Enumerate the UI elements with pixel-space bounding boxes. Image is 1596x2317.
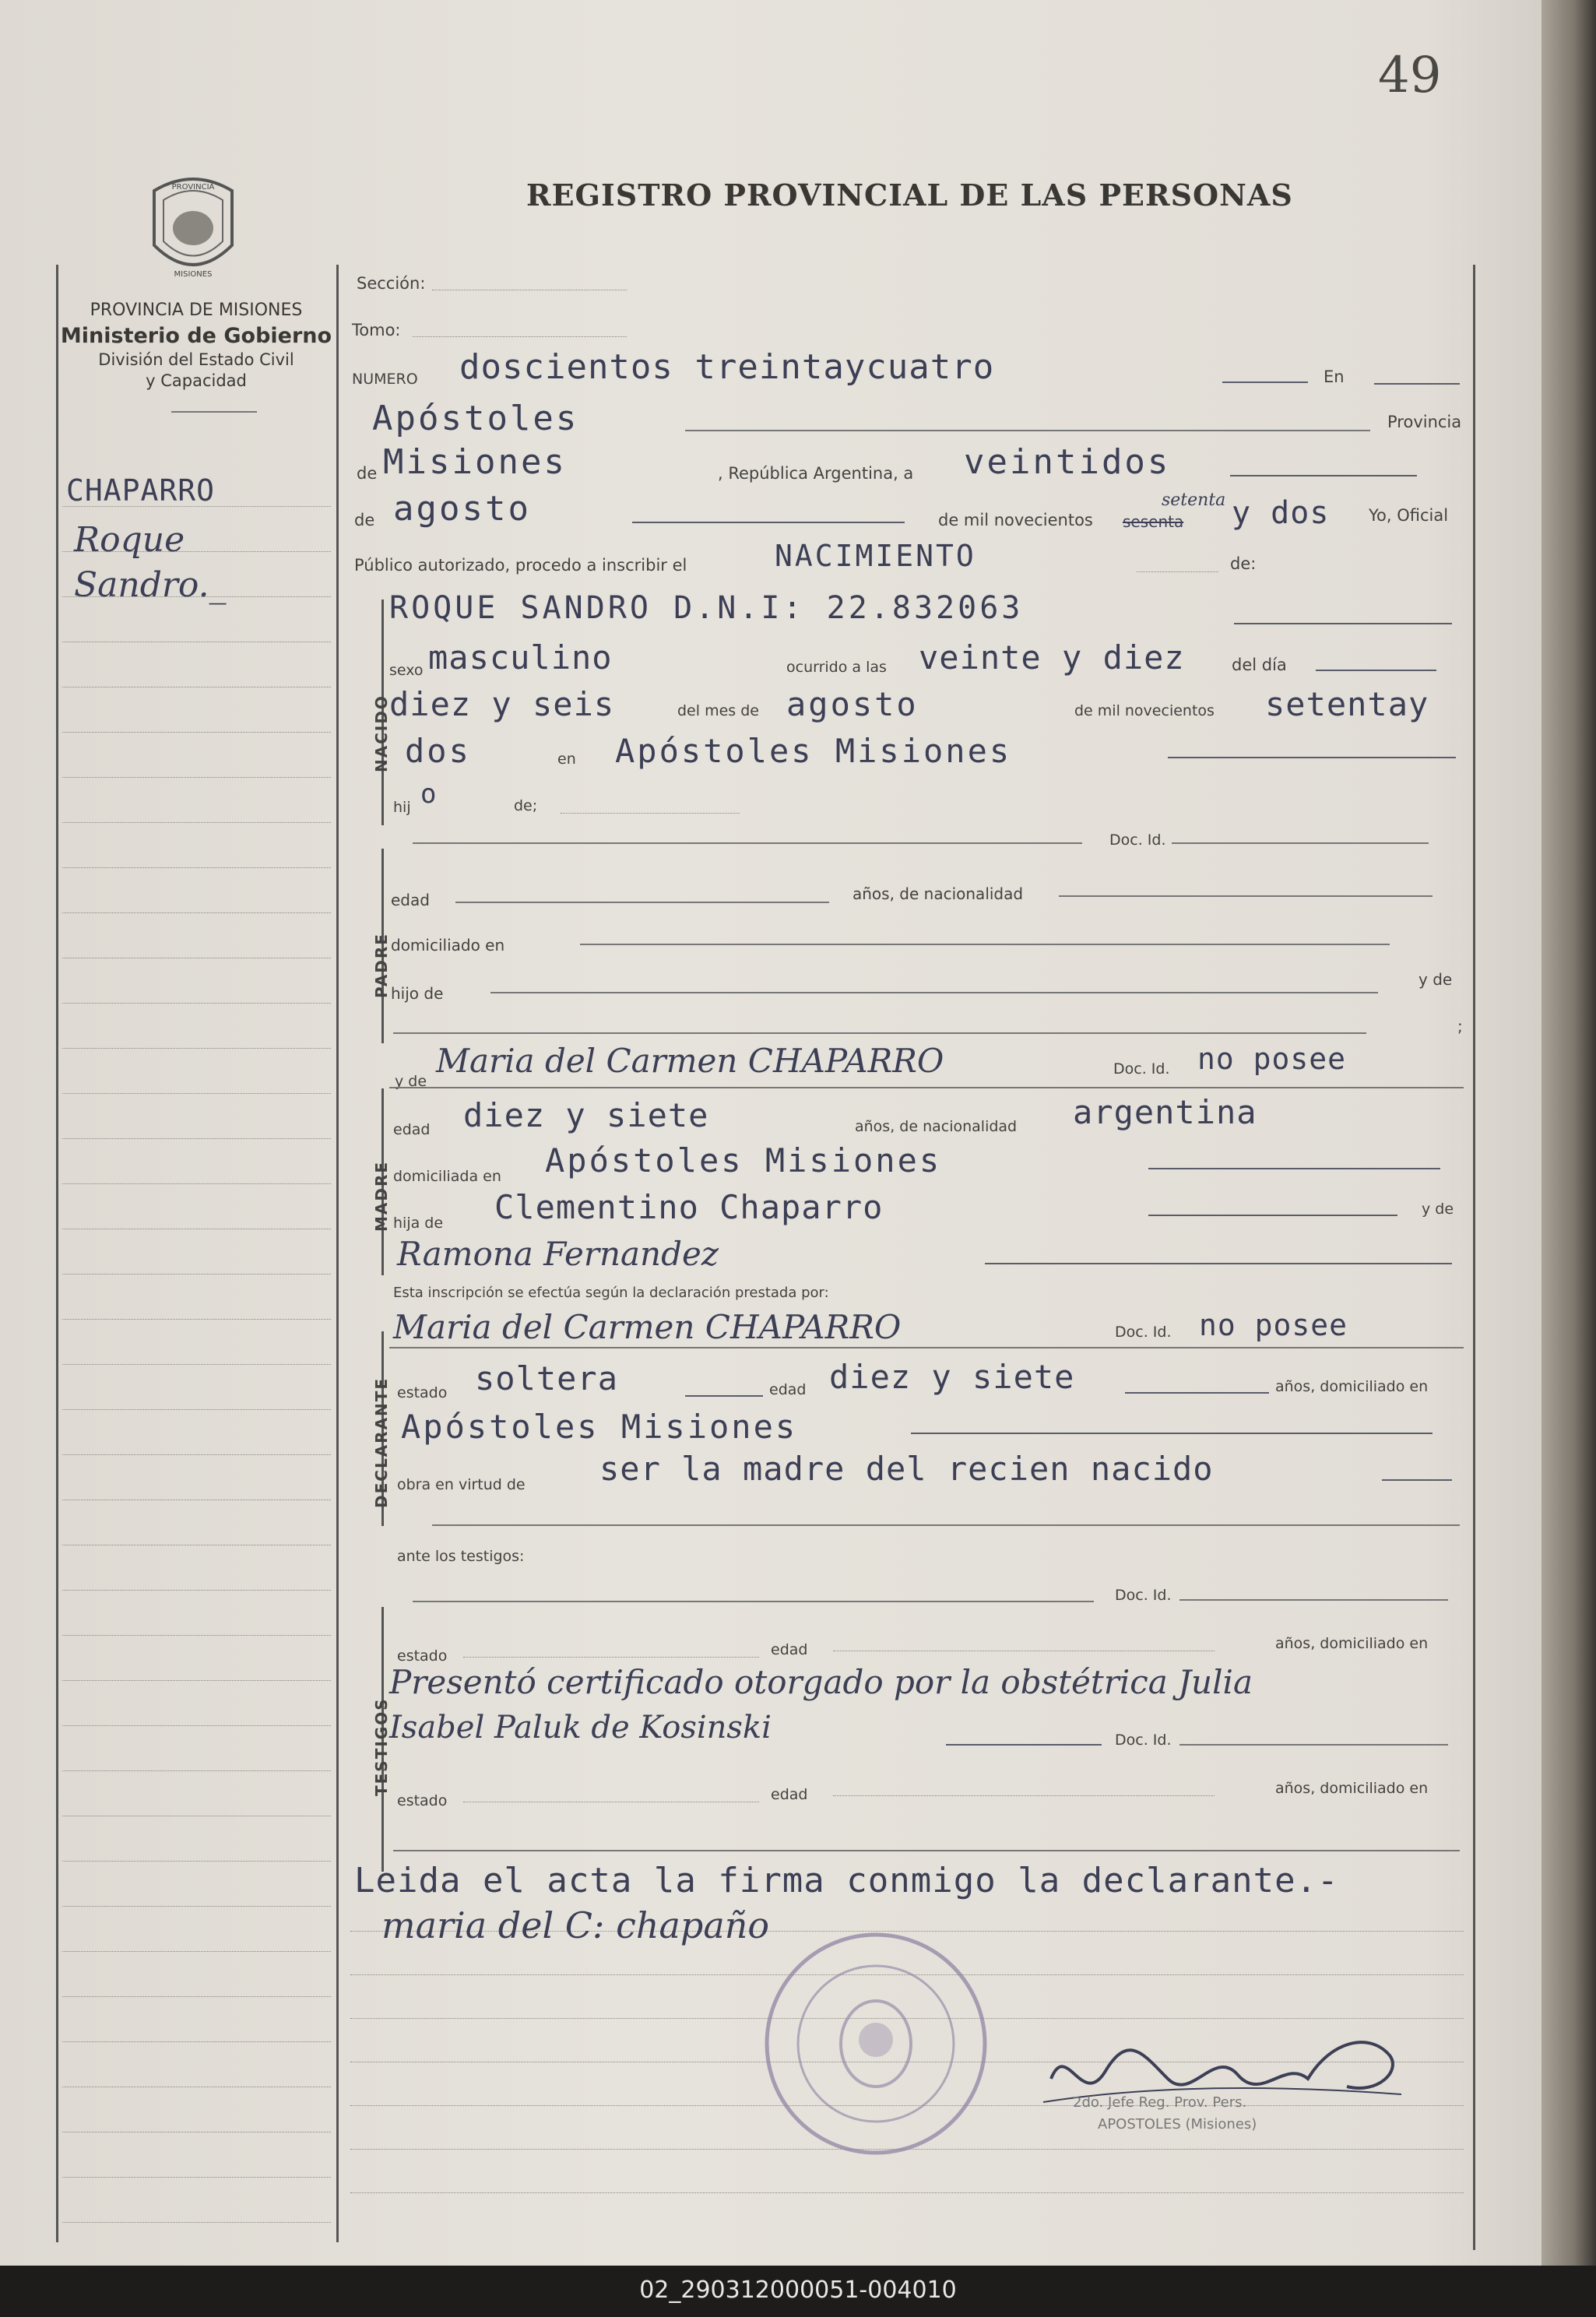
- footer-bar: [0, 2266, 1596, 2317]
- division-label: División del Estado Civil: [98, 350, 294, 369]
- margin-rule: [62, 1183, 331, 1184]
- margin-rule: [62, 1770, 331, 1771]
- margin-rule: [62, 1725, 331, 1726]
- anio-nac1-value: setentay: [1265, 685, 1429, 723]
- madre-madre-value: Ramona Fernandez: [397, 1235, 719, 1273]
- inscripcion-label: Esta inscripción se efectúa según la declaración prestada por:: [393, 1285, 829, 1301]
- margin-rule: [62, 1409, 331, 1410]
- madre-edad-label: edad: [393, 1121, 431, 1138]
- de4-label: de;: [514, 797, 538, 814]
- provincia-value: Misiones: [383, 442, 567, 482]
- sig-caption-1: 2do. Jefe Reg. Prov. Pers.: [1073, 2094, 1247, 2111]
- hijo-o-value: o: [420, 779, 439, 810]
- test-dom2-label: años, domiciliado en: [1275, 1780, 1429, 1797]
- margin-rule: [62, 2222, 331, 2223]
- test-estado2-label: estado: [397, 1792, 448, 1809]
- decl-edad-value: diez y siete: [829, 1358, 1075, 1396]
- decl-edad-label: edad: [769, 1381, 807, 1398]
- numero-label: NUMERO: [352, 371, 418, 388]
- madre-nombre-value: Maria del Carmen CHAPARRO: [436, 1042, 944, 1080]
- madre-dom-value: Apóstoles Misiones: [545, 1141, 942, 1180]
- margin-rule: [62, 1906, 331, 1907]
- dia-value: veintidos: [964, 442, 1171, 482]
- republica-label: , República Argentina, a: [718, 464, 914, 483]
- en2-label: en: [557, 751, 576, 768]
- test-doc2-label: Doc. Id.: [1115, 1732, 1172, 1749]
- margin-rule: [62, 1996, 331, 1997]
- left-header: [56, 300, 336, 392]
- decl-estado-value: soltera: [475, 1359, 619, 1398]
- margin-rule: [62, 1319, 331, 1320]
- madre-y-de2-label: y de: [1422, 1201, 1454, 1218]
- yo-oficial-label: Yo, Oficial: [1369, 506, 1449, 525]
- margin-rule: [62, 1635, 331, 1636]
- decl-doc-value: no posee: [1199, 1308, 1348, 1342]
- margin-rule: [62, 2177, 331, 2178]
- margin-rule: [62, 1364, 331, 1365]
- madre-nac-label: años, de nacionalidad: [855, 1118, 1018, 1135]
- madre-nac-value: argentina: [1073, 1093, 1257, 1131]
- de3-label: de:: [1230, 554, 1257, 573]
- padre-edad-label: edad: [391, 891, 430, 909]
- provincia-label: Provincia: [1387, 413, 1462, 431]
- margin-rule: [62, 1454, 331, 1455]
- crest-emblem: [139, 167, 248, 284]
- madre-hija-de-label: hija de: [393, 1215, 444, 1232]
- margin-rule: [62, 1003, 331, 1004]
- nacido-side-label: NACIDO: [372, 694, 391, 772]
- anio-tachado: sesenta: [1123, 512, 1184, 531]
- de-mil-label: de mil novecientos: [938, 511, 1093, 529]
- document-title: REGISTRO PROVINCIAL DE LAS PERSONAS: [526, 178, 1293, 213]
- margin-rule: [62, 1680, 331, 1681]
- anio-value: y dos: [1232, 495, 1330, 531]
- hij-label: hij: [393, 799, 411, 816]
- padre-hijo-de-label: hijo de: [391, 984, 444, 1003]
- margin-rule: [62, 1274, 331, 1275]
- margin-rule: [62, 1093, 331, 1094]
- margin-rule: [62, 1138, 331, 1139]
- decl-dom-label: años, domiciliado en: [1275, 1378, 1429, 1395]
- margin-surname: CHAPARRO: [66, 473, 216, 508]
- margin-rule: [62, 1048, 331, 1049]
- hora-value: veinte y diez: [919, 638, 1185, 677]
- test-line1-value: Presentó certificado otorgado por la obstétrica Julia: [389, 1663, 1253, 1701]
- dia-nac-value: diez y seis: [389, 685, 615, 723]
- seccion-label: Sección:: [357, 274, 426, 293]
- crest-top-text: PROVINCIA: [171, 183, 215, 192]
- leida-value: Leida el acta la firma conmigo la declarante.-: [354, 1861, 1339, 1900]
- sexo-value: masculino: [428, 638, 613, 677]
- margin-rule: [62, 777, 331, 778]
- anio-sobre: setenta: [1162, 490, 1226, 510]
- margin-rule: [62, 1590, 331, 1591]
- margin-given-1: Roque: [74, 520, 185, 560]
- nombre-value: ROQUE SANDRO D.N.I: 22.832063: [389, 590, 1024, 626]
- margin-rule: [62, 912, 331, 913]
- anio-nac2-value: dos: [405, 732, 471, 770]
- tomo-label: Tomo:: [352, 321, 401, 339]
- mes-value: agosto: [393, 489, 531, 529]
- en-label: En: [1324, 367, 1345, 386]
- madre-y-de-label: y de: [395, 1073, 427, 1090]
- margin-rule: [62, 732, 331, 733]
- testigos-side-label: TESTIGOS: [372, 1697, 391, 1796]
- sig-caption-2: APOSTOLES (Misiones): [1098, 2116, 1257, 2132]
- capacity-label: y Capacidad: [146, 371, 247, 390]
- padre-doc-label: Doc. Id.: [1109, 832, 1166, 849]
- decl-obra-value: ser la madre del recien nacido: [599, 1450, 1214, 1488]
- declarante-side-label: DECLARANTE: [372, 1376, 391, 1508]
- page-number: 49: [1378, 47, 1442, 104]
- margin-rule: [62, 822, 331, 823]
- padre-semicolon: ;: [1457, 1017, 1463, 1035]
- de2-label: de: [354, 511, 375, 529]
- lugar-nac-value: Apóstoles Misiones: [615, 732, 1012, 770]
- del-mes-label: del mes de: [677, 702, 759, 719]
- test-doc1-label: Doc. Id.: [1115, 1587, 1172, 1604]
- del-dia-label: del día: [1232, 656, 1287, 674]
- province-label: PROVINCIA DE MISIONES: [90, 301, 303, 320]
- mes-nac-value: agosto: [786, 685, 919, 723]
- madre-dom-label: domiciliada en: [393, 1168, 501, 1185]
- acto-value: NACIMIENTO: [775, 539, 976, 573]
- footer-id: 02_290312000051-004010: [639, 2277, 957, 2304]
- de-label: de: [357, 464, 378, 483]
- madre-doc-label: Doc. Id.: [1113, 1060, 1170, 1078]
- decl-nombre-value: Maria del Carmen CHAPARRO: [393, 1308, 902, 1346]
- ocurrido-label: ocurrido a las: [786, 659, 887, 676]
- test-edad1-label: edad: [771, 1641, 808, 1658]
- decl-obra-label: obra en virtud de: [397, 1476, 526, 1493]
- padre-dom-label: domiciliado en: [391, 936, 505, 955]
- margin-given-2: Sandro._: [74, 565, 227, 605]
- decl-dom-value: Apóstoles Misiones: [401, 1408, 798, 1446]
- decl-doc-label: Doc. Id.: [1115, 1324, 1172, 1341]
- madre-side-label: MADRE: [372, 1160, 391, 1232]
- margin-rule: [62, 1951, 331, 1952]
- official-stamp: [759, 1927, 993, 2161]
- numero-value: doscientos treintaycuatro: [459, 347, 995, 387]
- padre-y-de-label: y de: [1418, 970, 1453, 989]
- margin-rule: [62, 1861, 331, 1862]
- test-edad2-label: edad: [771, 1786, 808, 1803]
- crest-bottom-text: MISIONES: [174, 270, 213, 279]
- book-binding: [1542, 0, 1596, 2281]
- bottom-rule: [350, 2192, 1464, 2193]
- decl-estado-label: estado: [397, 1384, 448, 1401]
- firma-declarante: maria del C: chapaño: [381, 1904, 770, 1946]
- margin-rule: [62, 867, 331, 868]
- madre-doc-value: no posee: [1197, 1042, 1347, 1076]
- madre-edad-value: diez y siete: [463, 1096, 709, 1134]
- test-line2-value: Isabel Paluk de Kosinski: [389, 1710, 772, 1746]
- lugar-value: Apóstoles: [372, 399, 579, 438]
- margin-rule: [62, 2041, 331, 2042]
- ministry-label: Ministerio de Gobierno: [60, 323, 332, 348]
- publico-label: Público autorizado, procedo a inscribir el: [354, 556, 687, 575]
- sexo-label: sexo: [389, 662, 424, 679]
- padre-nac-label: años, de nacionalidad: [852, 884, 1024, 903]
- ante-testigos-label: ante los testigos:: [397, 1548, 525, 1565]
- de-mil2-label: de mil novecientos: [1074, 702, 1215, 719]
- test-dom1-label: años, domiciliado en: [1275, 1635, 1429, 1652]
- madre-padre-value: Clementino Chaparro: [494, 1188, 884, 1226]
- padre-side-label: PADRE: [372, 933, 391, 998]
- test-estado1-label: estado: [397, 1647, 448, 1665]
